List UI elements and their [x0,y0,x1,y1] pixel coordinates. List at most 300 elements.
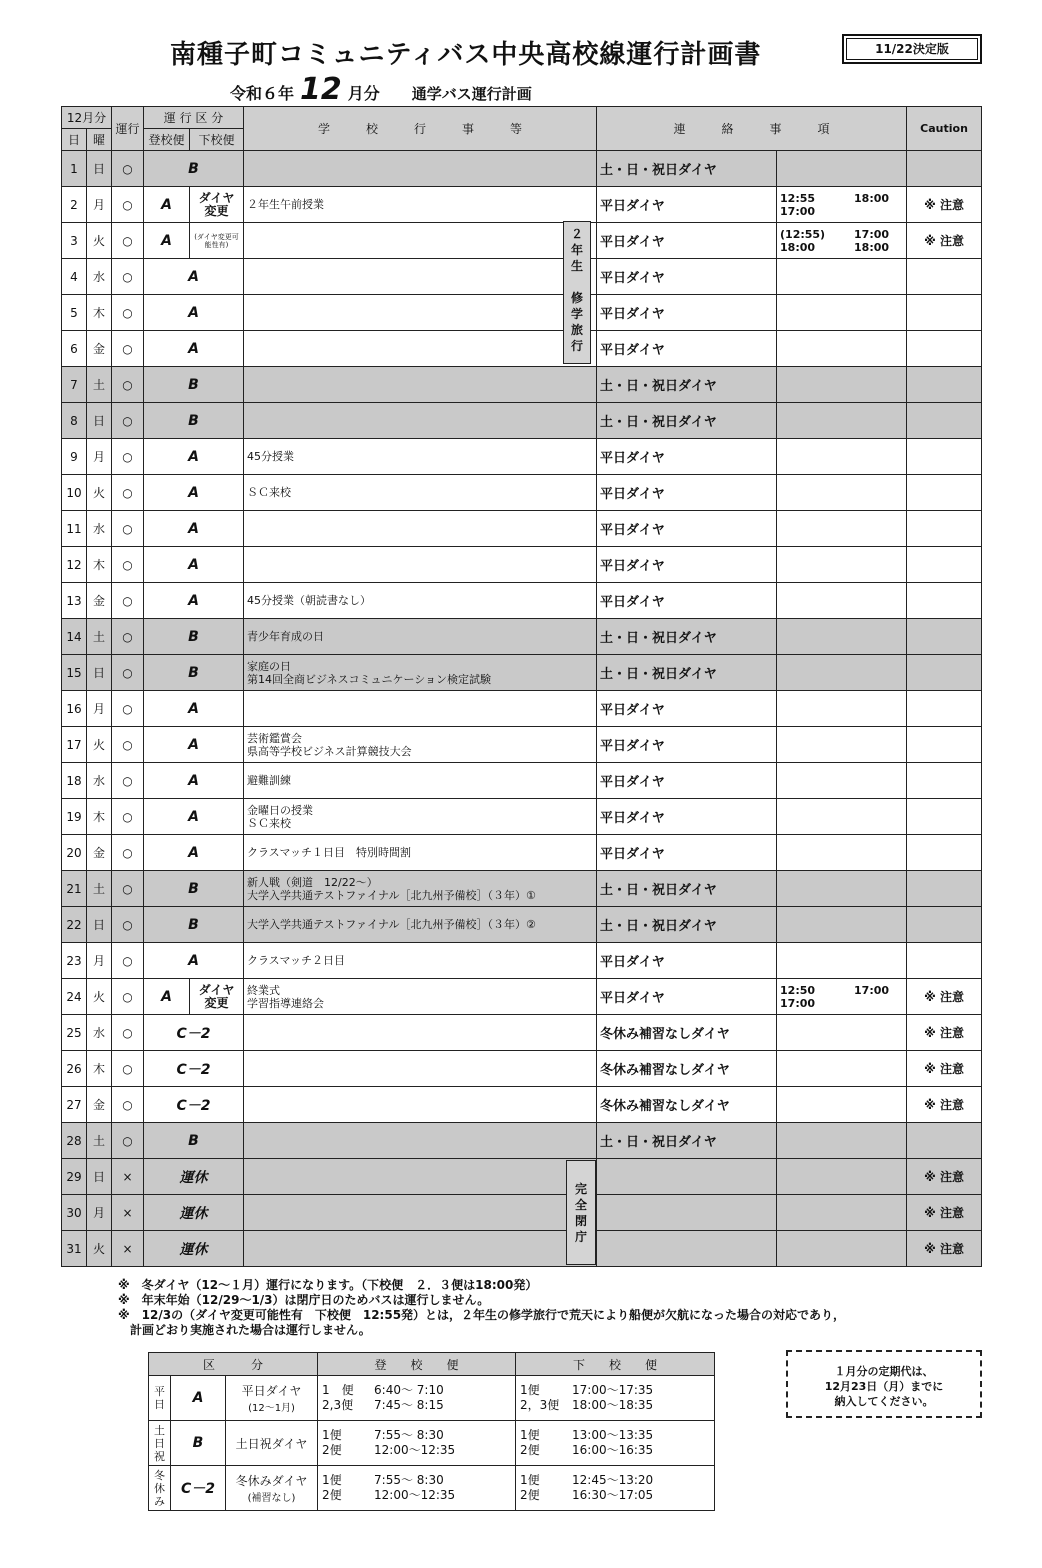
time-cell [777,835,907,871]
caution-cell: ※ 注意 [907,187,982,223]
timetable-category-header: 区 分 [149,1353,318,1376]
diagram-cell: 平日ダイヤ [597,547,777,583]
day-cell: 11 [62,511,87,547]
category-down-cell: ダイヤ 変更 [190,979,244,1015]
weekday-cell: 金 [87,583,112,619]
time-cell [777,583,907,619]
page-title: 南種子町コミュニティバス中央高校線運行計画書 [170,40,762,70]
trip-time: 17:00～17:35 [572,1383,654,1397]
diagram-cell: 土・日・祝日ダイヤ [597,871,777,907]
event-cell [244,511,597,547]
caution-cell [907,655,982,691]
schedule-row [62,763,982,799]
time-cell [777,151,907,187]
day-cell: 30 [62,1195,87,1231]
weekday-cell: 木 [87,295,112,331]
from-school-header: 下校便 [190,129,244,151]
day-cell: 25 [62,1015,87,1051]
operation-cell: ○ [112,331,144,367]
day-cell: 8 [62,403,87,439]
schedule-row [62,259,982,295]
time-cell [777,799,907,835]
operation-cell: ○ [112,691,144,727]
event-cell: クラスマッチ２日目 [244,943,597,979]
day-cell: 31 [62,1231,87,1267]
weekday-cell: 火 [87,727,112,763]
event-cell [244,295,597,331]
weekday-cell: 月 [87,691,112,727]
weekday-cell: 火 [87,979,112,1015]
operation-cell: ○ [112,367,144,403]
time-cell [777,727,907,763]
weekday-cell: 水 [87,1015,112,1051]
weekday-cell: 火 [87,475,112,511]
time-cell [777,295,907,331]
trip-label: 1便 [322,1428,342,1442]
time-cell [777,403,907,439]
schedule-row [62,1015,982,1051]
operation-cell: ○ [112,799,144,835]
trip-line [520,1398,710,1413]
caution-cell: ※ 注意 [907,1159,982,1195]
event-cell: 避難訓練 [244,763,597,799]
timetable-name-main: 平日ダイヤ [241,1384,302,1398]
day-cell: 21 [62,871,87,907]
schedule-row [62,475,982,511]
category-cell: A [144,799,244,835]
diagram-cell: 平日ダイヤ [597,475,777,511]
trip-time: 12:00～12:35 [374,1488,456,1502]
diagram-cell: 土・日・祝日ダイヤ [597,151,777,187]
trip-line [520,1443,710,1458]
caution-cell [907,763,982,799]
category-cell: 運休 [144,1195,244,1231]
schedule-table [61,106,982,1267]
time-cell [777,511,907,547]
day-cell: 22 [62,907,87,943]
month-suffix: 月分 [347,84,380,103]
schedule-row [62,547,982,583]
caution-cell [907,403,982,439]
trip-line [520,1473,710,1488]
day-header: 日 [62,129,87,151]
caution-cell [907,691,982,727]
weekday-cell: 木 [87,799,112,835]
category-cell: A [144,691,244,727]
trip-time: 7:45～ 8:15 [374,1398,444,1412]
note-line: ※ 冬ダイヤ（12～１月）運行になります。（下校便 ２．３便は18:00発） [118,1278,538,1292]
office-closed-label: 完 全 閉 庁 [566,1160,596,1265]
diagram-cell: 平日ダイヤ [597,259,777,295]
operation-cell: ○ [112,583,144,619]
time-value: 12:50 17:00 [780,983,816,1010]
trip-line [322,1428,511,1443]
timetable-down [516,1421,715,1466]
school-events-header: 学 校 行 事 等 [244,107,597,151]
day-cell: 9 [62,439,87,475]
weekday-cell: 日 [87,403,112,439]
schedule-row [62,223,982,259]
diagram-cell: 冬休み補習なしダイヤ [597,1087,777,1123]
note-line: ※ 年末年始（12/29～1/3）は閉庁日のためバスは運行しません。 [118,1293,490,1307]
schedule-row [62,151,982,187]
weekday-cell: 土 [87,1123,112,1159]
time-cell [777,871,907,907]
timetable-down [516,1376,715,1421]
timetable-code: C－2 [171,1466,226,1511]
timetable-name [226,1421,318,1466]
caution-cell [907,259,982,295]
category-cell: B [144,1123,244,1159]
category-cell: A [144,439,244,475]
category-cell: A [144,727,244,763]
schedule-row [62,727,982,763]
weekday-header: 曜 [87,129,112,151]
trip-label: 1便 [520,1473,540,1487]
day-cell: 20 [62,835,87,871]
timetable-up [318,1466,516,1511]
time-cell [777,1051,907,1087]
trip-line [520,1488,710,1503]
category-down-cell: ダイヤ 変更 [190,187,244,223]
category-down-cell: (ダイヤ変更可 能性有) [190,223,244,259]
day-cell: 16 [62,691,87,727]
timetable-up [318,1376,516,1421]
weekday-cell: 水 [87,763,112,799]
diagram-cell: 土・日・祝日ダイヤ [597,367,777,403]
schedule-row [62,403,982,439]
weekday-cell: 日 [87,655,112,691]
caution-cell [907,583,982,619]
caution-cell [907,943,982,979]
operation-cell: × [112,1159,144,1195]
caution-cell: ※ 注意 [907,1087,982,1123]
category-cell: B [144,367,244,403]
schedule-row [62,979,982,1015]
diagram-cell: 平日ダイヤ [597,511,777,547]
day-cell: 4 [62,259,87,295]
operation-cell: ○ [112,259,144,295]
operation-cell: ○ [112,403,144,439]
caution-cell [907,331,982,367]
time-cell [777,259,907,295]
operation-cell: ○ [112,943,144,979]
event-cell [244,367,597,403]
diagram-cell: 平日ダイヤ [597,295,777,331]
trip-label: 2，3便 [520,1398,560,1412]
timetable-down-header: 下 校 便 [516,1353,715,1376]
time-cell [777,367,907,403]
month-number: 12 [300,72,342,107]
event-cell [244,1231,597,1267]
operation-cell: ○ [112,223,144,259]
caution-cell [907,619,982,655]
diagram-cell: 土・日・祝日ダイヤ [597,619,777,655]
trip-label: 1 便 [322,1383,354,1397]
caution-cell: ※ 注意 [907,223,982,259]
operation-cell: ○ [112,475,144,511]
schedule-row [62,367,982,403]
caution-cell: ※ 注意 [907,1051,982,1087]
plan-label: 通学バス運行計画 [411,85,532,103]
operation-cell: ○ [112,1087,144,1123]
weekday-cell: 月 [87,1195,112,1231]
timetable-down [516,1466,715,1511]
trip-time: 7:55～ 8:30 [374,1473,444,1487]
schedule-row [62,439,982,475]
diagram-cell: 平日ダイヤ [597,943,777,979]
month-label-header: 12月分 [62,107,112,129]
diagram-cell: 平日ダイヤ [597,763,777,799]
day-cell: 26 [62,1051,87,1087]
day-cell: 7 [62,367,87,403]
trip-label: 2便 [322,1488,342,1502]
timetable-code: A [171,1376,226,1421]
category-cell: A [144,583,244,619]
day-cell: 10 [62,475,87,511]
diagram-cell: 平日ダイヤ [597,223,777,259]
category-cell: A [144,475,244,511]
caution-cell [907,511,982,547]
day-cell: 13 [62,583,87,619]
category-cell: C－2 [144,1015,244,1051]
category-cell: B [144,907,244,943]
version-stamp: 11/22決定版 [842,34,982,64]
time-cell [777,1231,907,1267]
timetable-row [149,1421,715,1466]
trip-label: 2便 [520,1443,540,1457]
event-cell: 家庭の日 第14回全商ビジネスコミュニケーション検定試験 [244,655,597,691]
time-cell [777,1087,907,1123]
weekday-cell: 金 [87,835,112,871]
operation-cell: ○ [112,655,144,691]
caution-cell [907,799,982,835]
day-cell: 2 [62,187,87,223]
time-cell [777,331,907,367]
caution-cell [907,151,982,187]
diagram-cell [597,1195,777,1231]
diagram-cell: 平日ダイヤ [597,979,777,1015]
day-cell: 19 [62,799,87,835]
event-cell [244,223,597,259]
event-cell [244,259,597,295]
time-cell [777,187,907,223]
category-cell: B [144,403,244,439]
diagram-cell: 土・日・祝日ダイヤ [597,403,777,439]
caution-cell [907,1123,982,1159]
schedule-row [62,1087,982,1123]
trip-line [322,1398,511,1413]
operation-cell: ○ [112,907,144,943]
schedule-row [62,1159,982,1195]
time-cell [777,1015,907,1051]
operation-cell: ○ [112,871,144,907]
schedule-row [62,583,982,619]
schedule-row [62,331,982,367]
event-cell: 大学入学共通テストファイナル［北九州予備校］（３年）② [244,907,597,943]
trip-time: 16:30～17:05 [572,1488,654,1502]
operation-cell: ○ [112,727,144,763]
note-line: ※ 12/3の（ダイヤ変更可能性有 下校便 12:55発）とは，２年生の修学旅行で荒天により船便が欠航になった場合の対応であり， [118,1308,846,1322]
operation-cell: ○ [112,547,144,583]
event-cell [244,691,597,727]
diagram-cell: 土・日・祝日ダイヤ [597,907,777,943]
category-cell: B [144,871,244,907]
category-cell: A [144,259,244,295]
time-cell [777,1159,907,1195]
commuter-pass-memo: １月分の定期代は、 12月23日（月）までに 納入してください。 [786,1350,982,1418]
notes [118,1278,845,1338]
timetable-name [226,1466,318,1511]
category-cell: A [144,763,244,799]
trip-time: 12:00～12:35 [374,1443,456,1457]
diagram-cell: 平日ダイヤ [597,691,777,727]
caution-cell: ※ 注意 [907,979,982,1015]
day-cell: 14 [62,619,87,655]
event-cell: ＳＣ来校 [244,475,597,511]
school-trip-label: ２ 年 生 修 学 旅 行 [563,221,591,364]
event-cell [244,547,597,583]
category-cell: 運休 [144,1231,244,1267]
event-cell: 青少年育成の日 [244,619,597,655]
event-cell: 45分授業 [244,439,597,475]
trip-time: 13:00～13:35 [572,1428,654,1442]
contact-header: 連 絡 事 項 [597,107,907,151]
category-cell: B [144,151,244,187]
timetable-code: B [171,1421,226,1466]
trip-line [322,1383,511,1398]
caution-cell: ※ 注意 [907,1195,982,1231]
trip-line [322,1443,511,1458]
timetable-name-main: 土日祝ダイヤ [235,1436,308,1451]
time-value: 12:55 17:00 [780,191,816,218]
time-value-alt: 17:00 [854,983,890,997]
timetable-group: 冬 休 み [149,1466,171,1511]
weekday-cell: 水 [87,511,112,547]
diagram-cell [597,1231,777,1267]
caution-cell [907,835,982,871]
weekday-cell: 金 [87,331,112,367]
category-cell: B [144,655,244,691]
event-cell: 新人戦（剣道 12/22～） 大学入学共通テストファイナル［北九州予備校］（３年）① [244,871,597,907]
to-school-header: 登校便 [144,129,190,151]
trip-time: 7:55～ 8:30 [374,1428,444,1442]
time-cell [777,691,907,727]
category-up-cell: A [144,223,190,259]
event-cell [244,1087,597,1123]
operation-cell: ○ [112,979,144,1015]
weekday-cell: 土 [87,619,112,655]
schedule-row [62,619,982,655]
diagram-cell: 平日ダイヤ [597,583,777,619]
weekday-cell: 土 [87,367,112,403]
day-cell: 15 [62,655,87,691]
category-cell: B [144,619,244,655]
trip-line [520,1428,710,1443]
category-cell: A [144,835,244,871]
diagram-cell: 冬休み補習なしダイヤ [597,1051,777,1087]
trip-time: 16:00～16:35 [572,1443,654,1457]
timetable-name-sub: (補習なし) [247,1493,296,1504]
trip-time: 18:00～18:35 [572,1398,654,1412]
day-cell: 24 [62,979,87,1015]
event-cell: 終業式 学習指導連絡会 [244,979,597,1015]
trip-time: 6:40～ 7:10 [374,1383,444,1397]
operation-cell: × [112,1195,144,1231]
day-cell: 17 [62,727,87,763]
operation-cell: ○ [112,835,144,871]
operation-cell: ○ [112,1051,144,1087]
event-cell [244,1015,597,1051]
category-cell: A [144,511,244,547]
trip-line [322,1488,511,1503]
event-cell [244,403,597,439]
diagram-cell: 土・日・祝日ダイヤ [597,1123,777,1159]
era-label: 令和６年 [230,84,295,103]
trip-label: 2便 [322,1443,342,1457]
weekday-cell: 日 [87,1159,112,1195]
timetable-up-header: 登 校 便 [318,1353,516,1376]
diagram-cell: 平日ダイヤ [597,187,777,223]
day-cell: 5 [62,295,87,331]
caution-cell [907,871,982,907]
schedule-row [62,907,982,943]
category-cell: A [144,295,244,331]
trip-label: 2,3便 [322,1398,354,1412]
trip-label: 1便 [322,1473,342,1487]
day-cell: 23 [62,943,87,979]
caution-cell [907,439,982,475]
day-cell: 28 [62,1123,87,1159]
diagram-cell: 土・日・祝日ダイヤ [597,655,777,691]
trip-time: 12:45～13:20 [572,1473,654,1487]
schedule-row [62,943,982,979]
weekday-cell: 月 [87,439,112,475]
operation-cell: ○ [112,187,144,223]
day-cell: 6 [62,331,87,367]
category-up-cell: A [144,979,190,1015]
day-cell: 27 [62,1087,87,1123]
weekday-cell: 土 [87,871,112,907]
schedule-row [62,295,982,331]
note-line: 計画どおり実施された場合は運行しません。 [118,1323,371,1337]
schedule-row [62,1231,982,1267]
day-cell: 29 [62,1159,87,1195]
time-cell [777,1195,907,1231]
schedule-row [62,511,982,547]
day-cell: 1 [62,151,87,187]
event-cell: クラスマッチ１日目 特別時間割 [244,835,597,871]
event-cell: 芸術鑑賞会 県高等学校ビジネス計算競技大会 [244,727,597,763]
schedule-row [62,1051,982,1087]
category-cell: C－2 [144,1051,244,1087]
timetable-name-main: 冬休みダイヤ [235,1474,308,1488]
time-cell [777,475,907,511]
day-cell: 3 [62,223,87,259]
time-cell [777,979,907,1015]
timetable-name [226,1376,318,1421]
trip-label: 1便 [520,1428,540,1442]
caution-cell [907,475,982,511]
weekday-cell: 月 [87,943,112,979]
event-cell [244,1195,597,1231]
diagram-cell: 冬休み補習なしダイヤ [597,1015,777,1051]
category-cell: C－2 [144,1087,244,1123]
timetable-group: 土 日 祝 [149,1421,171,1466]
schedule-row [62,1195,982,1231]
weekday-cell: 火 [87,1231,112,1267]
operation-cell: ○ [112,1015,144,1051]
